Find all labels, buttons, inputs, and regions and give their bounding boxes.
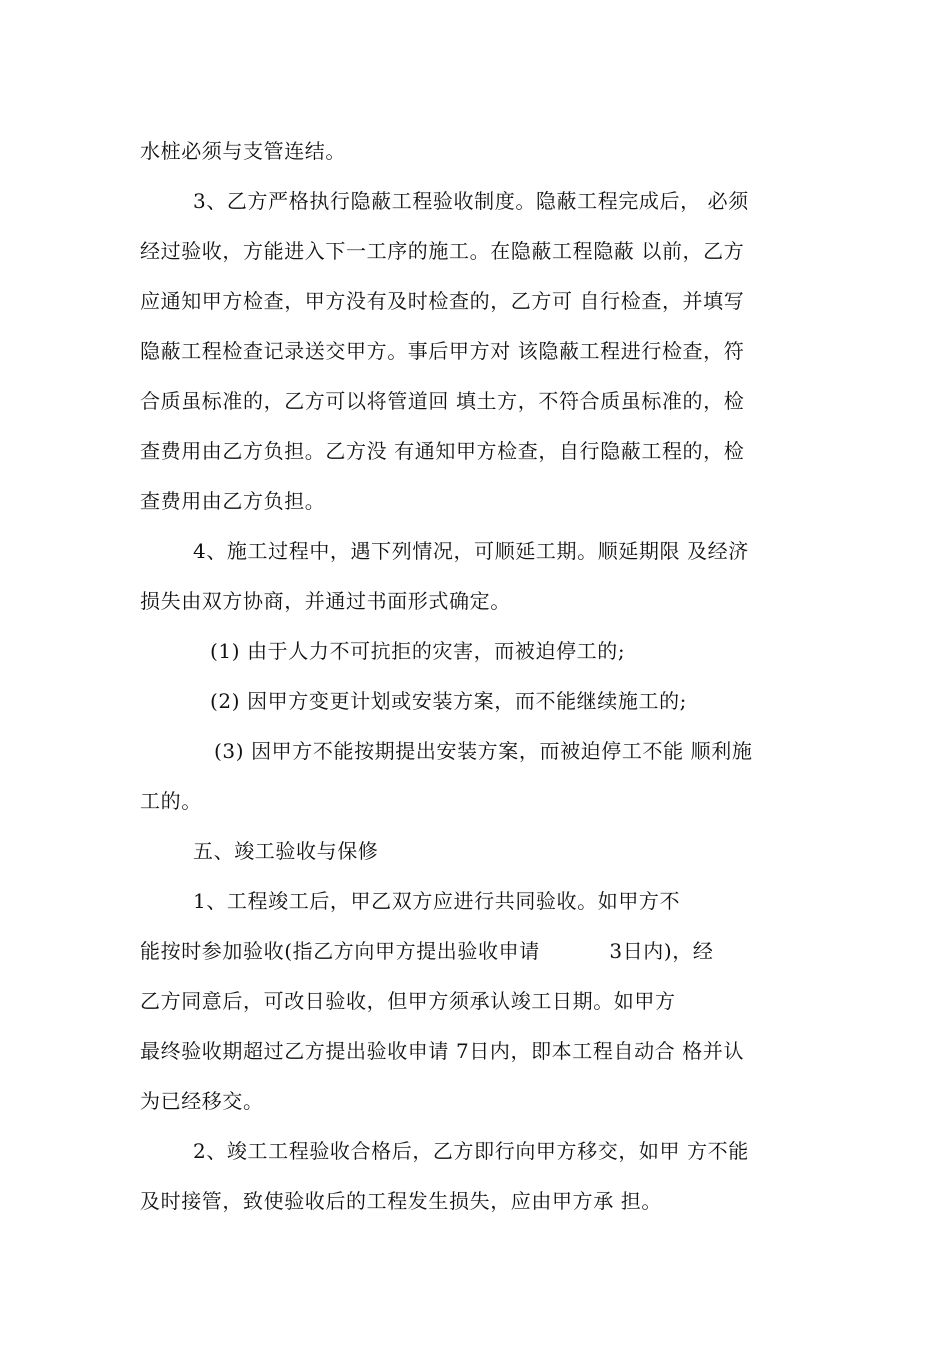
- text-line: 4、施工过程中，遇下列情况，可顺延工期。顺延期限 及经济: [193, 539, 749, 563]
- text-line: (1) 由于人力不可抗拒的灾害，而被迫停工的;: [210, 639, 626, 663]
- text-line: 为已经移交。: [140, 1089, 264, 1113]
- text-line: (2) 因甲方变更计划或安装方案，而不能继续施工的;: [210, 689, 688, 713]
- text-line: 最终验收期超过乙方提出验收申请 7日内，即本工程自动合 格并认: [140, 1039, 745, 1063]
- section-heading: 五、竣工验收与保修: [193, 839, 379, 863]
- text-line: 能按时参加验收(指乙方向甲方提出验收申请 3日内)，经: [140, 939, 714, 963]
- text-line: 应通知甲方检查，甲方没有及时检查的，乙方可 自行检查，并填写: [140, 289, 745, 313]
- text-line: 工的。: [140, 789, 202, 813]
- text-line: (3) 因甲方不能按期提出安装方案，而被迫停工不能 顺利施: [214, 739, 753, 763]
- text-line: 3、乙方严格执行隐蔽工程验收制度。隐蔽工程完成后， 必须: [193, 189, 749, 213]
- text-line: 合质虽标准的，乙方可以将管道回 填土方，不符合质虽标准的，检: [140, 389, 745, 413]
- text-line: 水桩必须与支管连结。: [140, 139, 346, 163]
- text-line: 查费用由乙方负担。: [140, 489, 326, 513]
- text-line: 1、工程竣工后，甲乙双方应进行共同验收。如甲方不: [193, 889, 681, 913]
- text-line: 查费用由乙方负担。乙方没 有通知甲方检查，自行隐蔽工程的，检: [140, 439, 745, 463]
- text-line: 乙方同意后，可改日验收，但甲方须承认竣工日期。如甲方: [140, 989, 676, 1013]
- text-line: 损失由双方协商，并通过书面形式确定。: [140, 589, 511, 613]
- text-line: 2、竣工工程验收合格后，乙方即行向甲方移交，如甲 方不能: [193, 1139, 749, 1163]
- text-line: 及时接管，致使验收后的工程发生损失，应由甲方承 担。: [140, 1189, 662, 1213]
- text-line: 经过验收，方能进入下一工序的施工。在隐蔽工程隐蔽 以前，乙方: [140, 239, 745, 263]
- text-line: 隐蔽工程检查记录送交甲方。事后甲方对 该隐蔽工程进行检查，符: [140, 339, 745, 363]
